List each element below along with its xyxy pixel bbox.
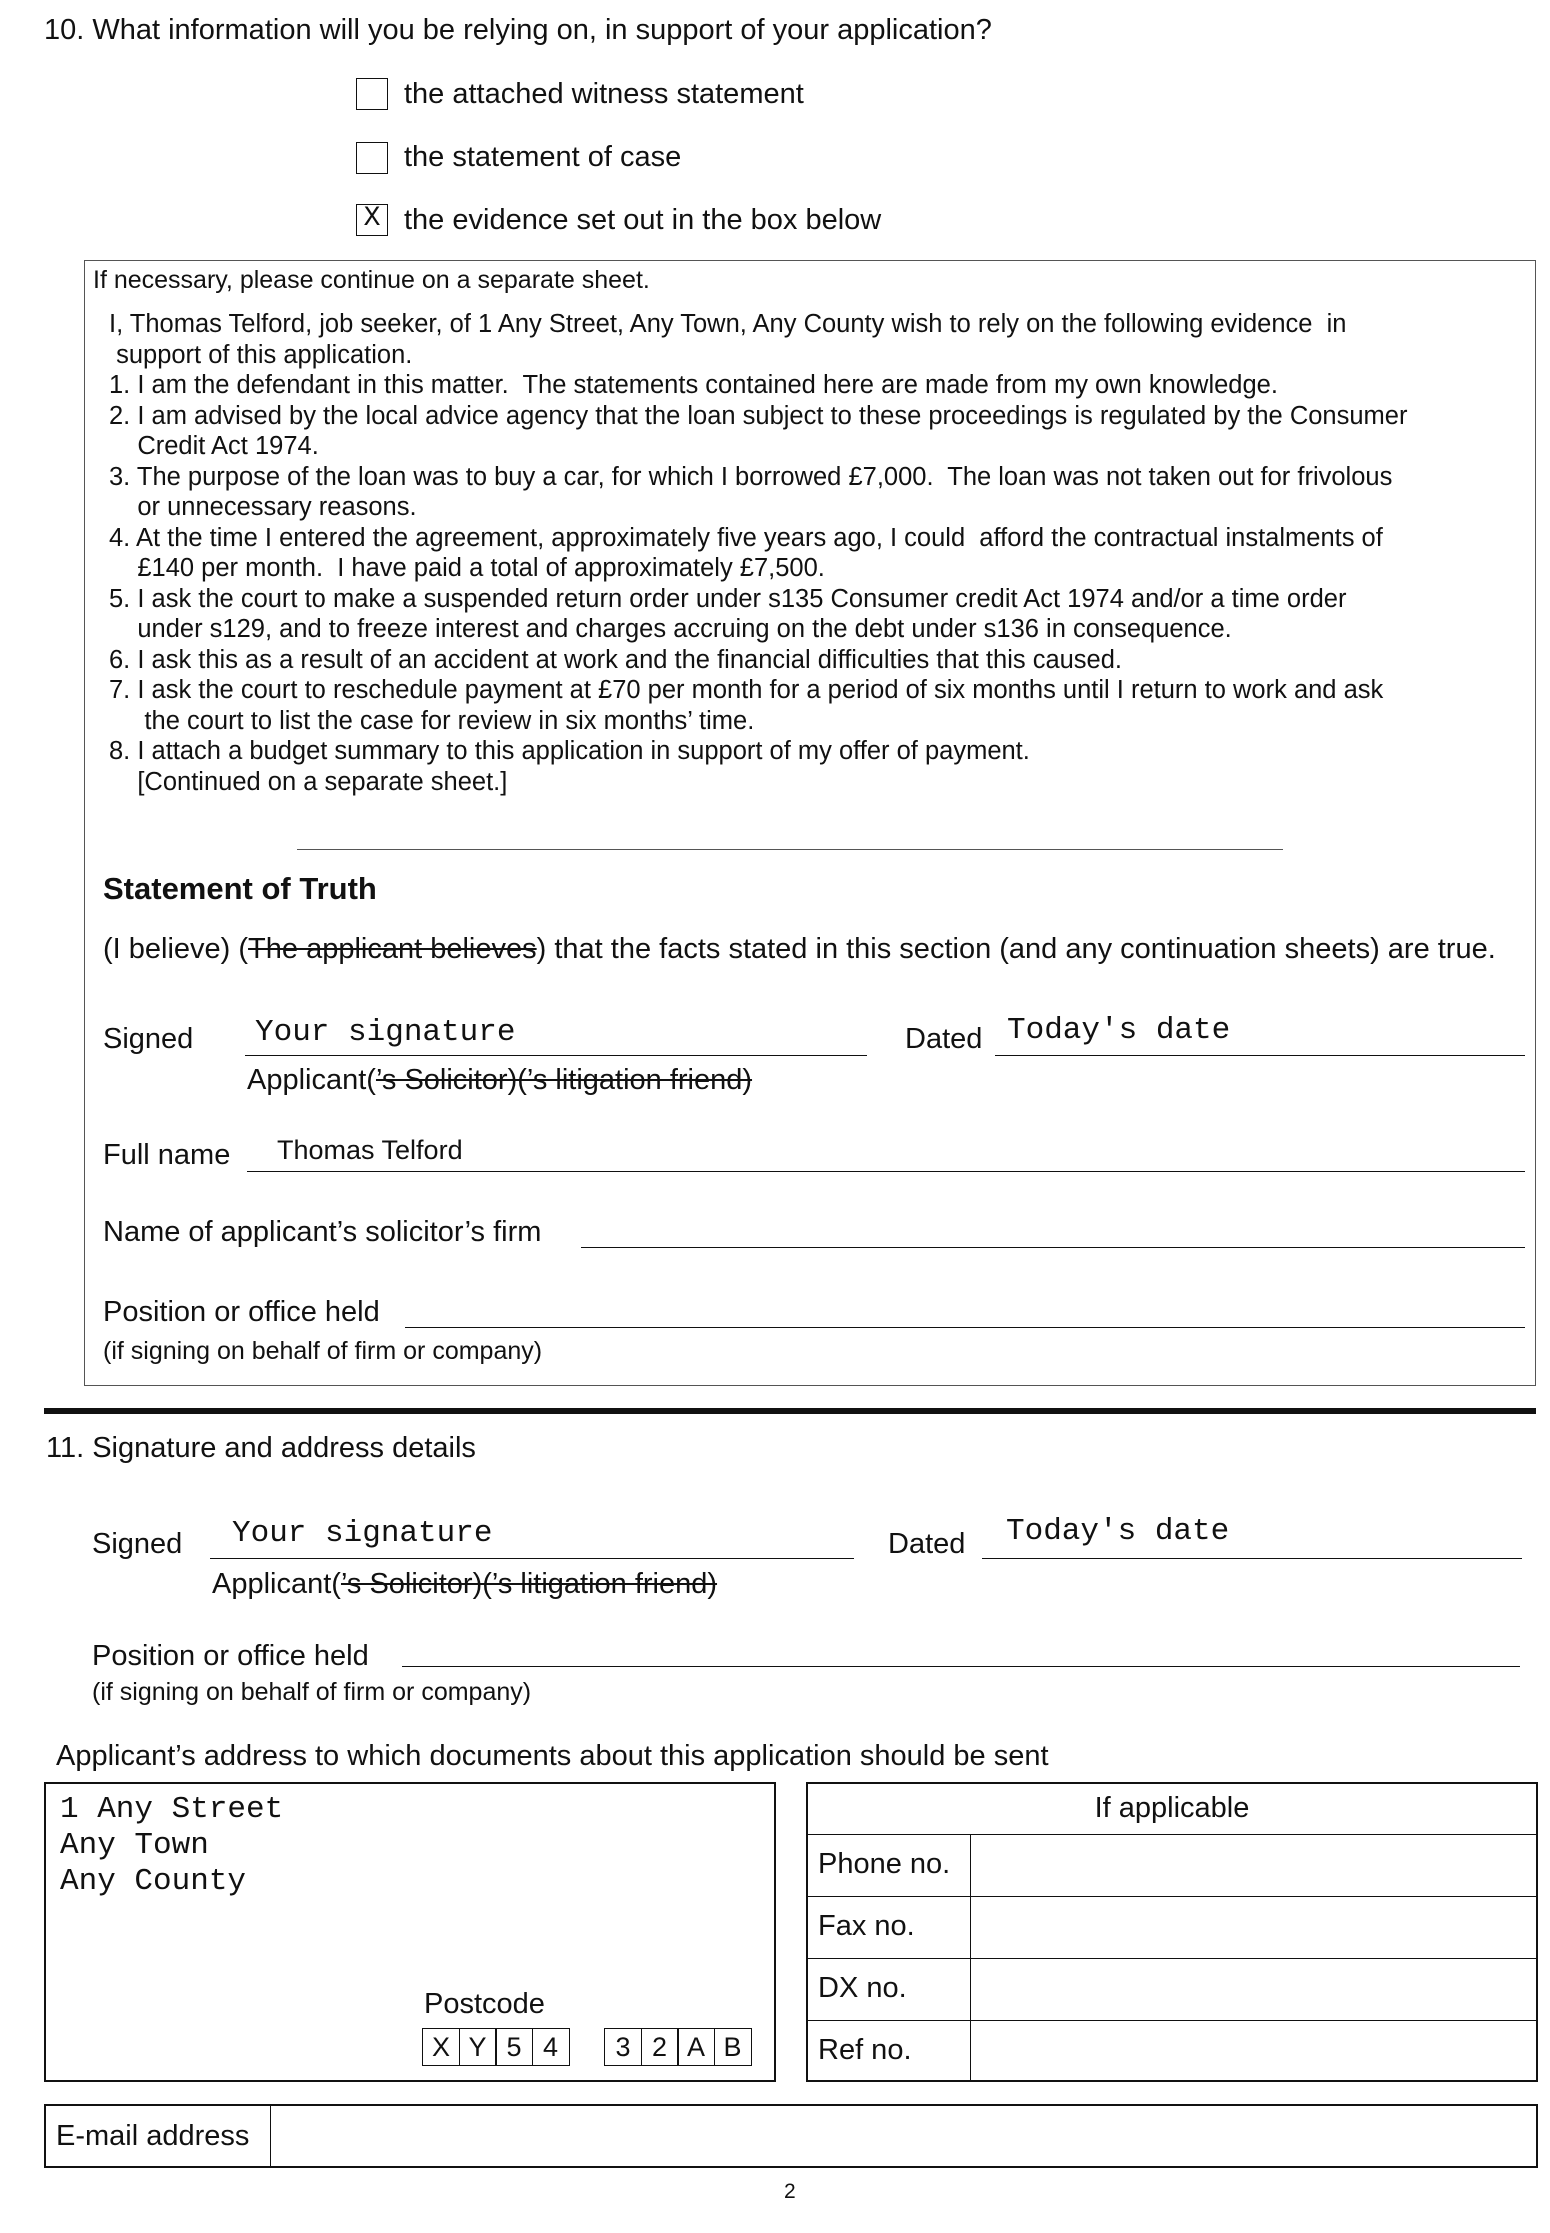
option-witness-statement[interactable] [356,78,388,110]
evidence-line: £140 per month. I have paid a total of approximately £7,500. [109,554,825,582]
email-row [44,2104,1538,2168]
dated-label: Dated [905,1023,983,1055]
s11-dated-label: Dated [888,1528,966,1560]
signature-field[interactable] [245,1003,867,1056]
full-name-value: Thomas Telford [277,1135,463,1165]
solicitor-firm-label: Name of applicant’s solicitor’s firm [103,1216,542,1248]
s11-position-label: Position or office held [92,1640,369,1672]
evidence-line: Credit Act 1974. [109,432,319,460]
address-line-2: Any Town [60,1828,209,1863]
option-statement-of-case-label: the statement of case [404,141,682,173]
phone-field[interactable] [972,1836,1536,1896]
address-heading: Applicant’s address to which documents about this application should be sent [56,1740,1049,1772]
ref-field[interactable] [972,2022,1536,2080]
address-lines [60,1792,283,1900]
fax-label: Fax no. [818,1910,915,1942]
ref-label: Ref no. [818,2034,912,2066]
evidence-line: 8. I attach a budget summary to this application in support of my offer of payment. [109,737,1030,765]
postcode-label: Postcode [424,1988,545,2020]
address-box[interactable] [44,1782,776,2082]
section-separator [44,1408,1536,1414]
s11-signature-field[interactable] [210,1508,854,1559]
evidence-line: I, Thomas Telford, job seeker, of 1 Any Street, Any Town, Any County wish to rely on the following evidence in [109,310,1347,338]
solicitor-firm-field[interactable] [581,1207,1525,1248]
evidence-line: 3. The purpose of the loan was to buy a car, for which I borrowed £7,000. The loan was not taken out for frivolous [109,462,1393,491]
s11-position-field[interactable] [402,1630,1520,1667]
evidence-line: 4. At the time I entered the agreement, approximately five years ago, I could afford the contractual instalments of [109,523,1383,552]
postcode-inward[interactable]: 3 2 A B [604,2028,750,2066]
option-witness-statement-label: the attached witness statement [404,78,804,110]
position-note: (if signing on behalf of firm or company) [103,1337,543,1365]
evidence-line: or unnecessary reasons. [109,493,417,521]
option-evidence-box-label: the evidence set out in the box below [404,204,882,236]
checkbox-statement-of-case[interactable] [356,142,388,174]
continue-note: If necessary, please continue on a separate sheet. [93,266,650,294]
evidence-text[interactable] [109,309,1529,797]
page-number: 2 [784,2180,796,2203]
date-field[interactable] [995,1003,1525,1056]
option-statement-of-case[interactable] [356,142,388,174]
divider [297,849,1283,850]
position-field[interactable] [405,1287,1525,1328]
s11-applicant-role: Applicant(’s Solicitor)(’s litigation friend) [212,1568,718,1600]
statement-of-truth-text: (I believe) (The applicant believes) that the facts stated in this section (and any continuation sheets) are true. [103,933,1496,965]
s11-signed-label: Signed [92,1528,183,1560]
position-label: Position or office held [103,1296,380,1328]
email-field[interactable] [272,2106,1534,2166]
evidence-line: 7. I ask the court to reschedule payment at £70 per month for a period of six months until I return to work and ask [109,676,1384,704]
s11-date-field[interactable] [982,1508,1522,1559]
if-applicable-header: If applicable [1094,1792,1250,1824]
section-10-question: 10. What information will you be relying on, in support of your application? [44,14,992,46]
date-value: Today's date [1007,1013,1231,1048]
evidence-line: support of this application. [109,340,413,369]
address-line-3: Any County [60,1864,247,1899]
dx-field[interactable] [972,1960,1536,2020]
signed-label: Signed [103,1023,194,1055]
address-line-1: 1 Any Street [60,1792,284,1827]
statement-of-truth-title: Statement of Truth [103,871,377,906]
evidence-box [84,260,1536,1386]
s11-struck-role: ’s Solicitor)(’s litigation friend) [340,1568,718,1600]
struck-applicant-believes: The applicant believes [248,933,537,965]
checkbox-witness-statement[interactable] [356,78,388,110]
evidence-line: 5. I ask the court to make a suspended return order under s135 Consumer credit Act 1974 and/or a time order [109,584,1347,613]
evidence-line: the court to list the case for review in six months’ time. [109,706,755,735]
struck-role: ’s Solicitor)(’s litigation friend) [375,1064,753,1096]
contact-table [806,1782,1538,2082]
signature-value: Your signature [255,1015,516,1050]
evidence-line: 2. I am advised by the local advice agency that the loan subject to these proceedings is regulated by the Consumer [109,401,1408,430]
s11-position-note: (if signing on behalf of firm or company) [92,1678,532,1706]
dx-label: DX no. [818,1972,907,2004]
phone-label: Phone no. [818,1848,951,1880]
full-name-label: Full name [103,1139,231,1171]
checkbox-evidence-box[interactable]: X [356,204,388,236]
section-11-title: 11. Signature and address details [46,1432,476,1464]
full-name-field[interactable] [247,1123,1525,1172]
option-evidence-box[interactable] [356,204,388,236]
fax-field[interactable] [972,1898,1536,1958]
postcode-outward[interactable]: X Y 5 4 [422,2028,568,2066]
applicant-role: Applicant(’s Solicitor)(’s litigation friend) [247,1064,753,1096]
s11-date-value: Today's date [1006,1514,1230,1549]
s11-signature-value: Your signature [232,1516,493,1551]
evidence-line: 6. I ask this as a result of an accident at work and the financial difficulties that this caused. [109,645,1123,674]
evidence-line: 1. I am the defendant in this matter. The statements contained here are made from my own knowledge. [109,371,1278,399]
email-label: E-mail address [56,2120,250,2152]
evidence-line: under s129, and to freeze interest and charges accruing on the debt under s136 in consequence. [109,615,1232,643]
evidence-line: [Continued on a separate sheet.] [109,767,508,796]
